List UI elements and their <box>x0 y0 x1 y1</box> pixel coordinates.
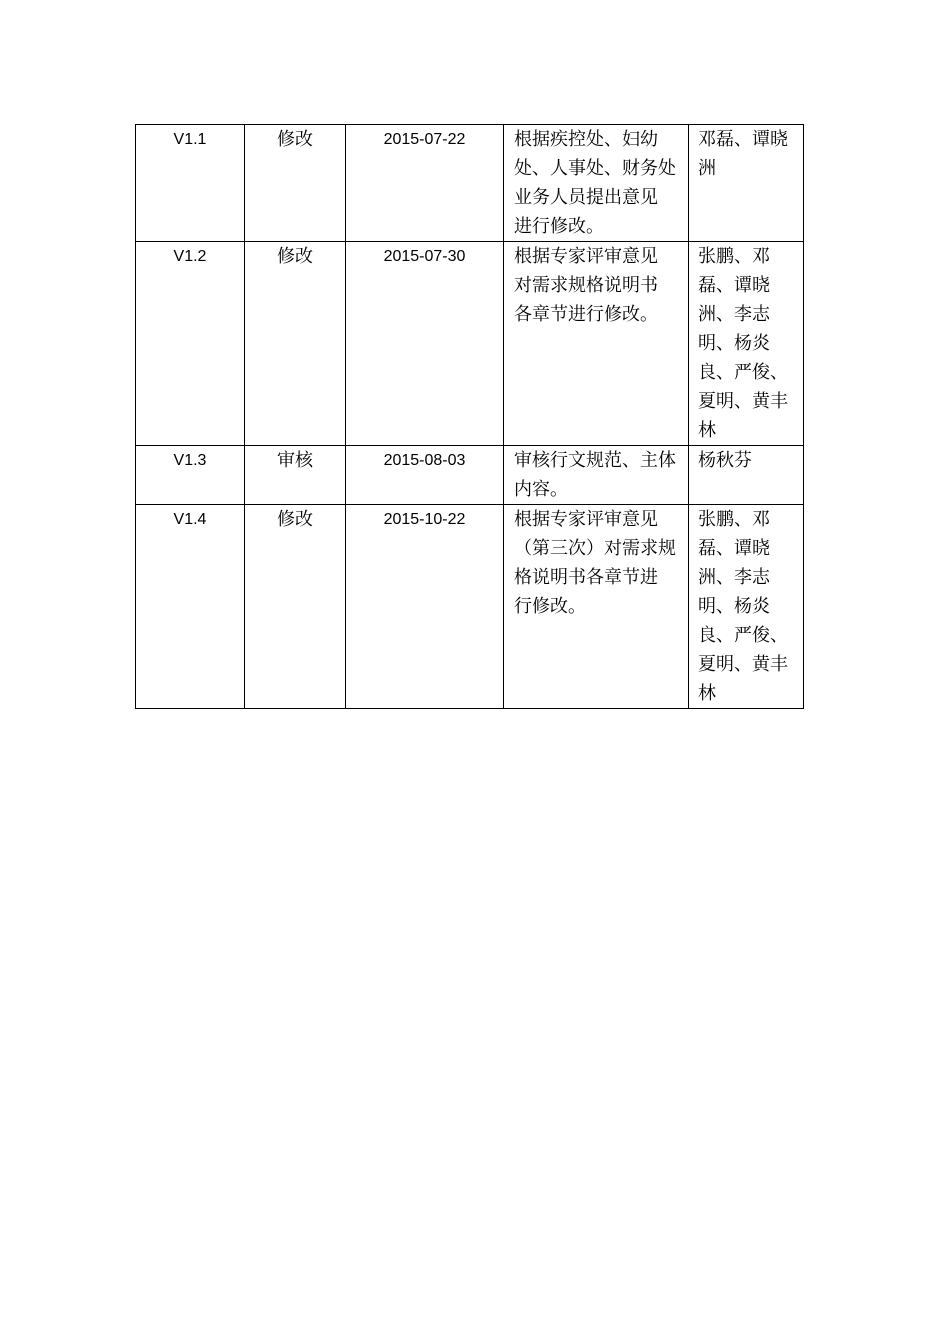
description-line: 对需求规格说明书 <box>514 275 658 296</box>
author-line: 明、杨炎 <box>698 596 770 617</box>
author-cell <box>689 242 804 446</box>
author-line: 张鹏、邓 <box>698 509 770 530</box>
author-line: 林 <box>698 683 716 704</box>
date-cell: 2015-07-30 <box>346 242 504 446</box>
version-cell: V1.4 <box>136 505 245 709</box>
date-cell: 2015-08-03 <box>346 446 504 505</box>
description-line: 行修改。 <box>514 596 586 617</box>
author-line: 杨秋芬 <box>698 450 752 471</box>
description-cell <box>504 125 689 242</box>
description-line: 进行修改。 <box>514 216 604 237</box>
author-line: 磊、谭晓 <box>698 275 770 296</box>
description-line: 处、人事处、财务处 <box>514 158 676 179</box>
version-cell: V1.3 <box>136 446 245 505</box>
description-line: （第三次）对需求规 <box>514 538 676 559</box>
author-cell <box>689 125 804 242</box>
author-line: 张鹏、邓 <box>698 246 770 267</box>
version-cell: V1.2 <box>136 242 245 446</box>
revision-history-table <box>135 124 804 709</box>
change-type-cell: 审核 <box>245 446 346 505</box>
table-row <box>136 505 804 709</box>
description-line: 审核行文规范、主体 <box>514 450 676 471</box>
author-line: 洲 <box>698 158 716 179</box>
version-cell: V1.1 <box>136 125 245 242</box>
change-type-cell: 修改 <box>245 125 346 242</box>
author-cell <box>689 446 804 505</box>
description-line: 内容。 <box>514 479 568 500</box>
author-cell <box>689 505 804 709</box>
description-line: 各章节进行修改。 <box>514 304 658 325</box>
table-row <box>136 242 804 446</box>
author-line: 邓磊、谭晓 <box>698 129 788 150</box>
description-line: 根据疾控处、妇幼 <box>514 129 658 150</box>
date-cell: 2015-07-22 <box>346 125 504 242</box>
description-line: 格说明书各章节进 <box>514 567 658 588</box>
description-cell <box>504 242 689 446</box>
author-line: 明、杨炎 <box>698 333 770 354</box>
description-line: 业务人员提出意见 <box>514 187 658 208</box>
author-line: 良、严俊、 <box>698 625 788 646</box>
description-line: 根据专家评审意见 <box>514 509 658 530</box>
table-row <box>136 446 804 505</box>
change-type-cell: 修改 <box>245 505 346 709</box>
author-line: 林 <box>698 420 716 441</box>
author-line: 洲、李志 <box>698 567 770 588</box>
description-line: 根据专家评审意见 <box>514 246 658 267</box>
author-line: 良、严俊、 <box>698 362 788 383</box>
author-line: 磊、谭晓 <box>698 538 770 559</box>
author-line: 洲、李志 <box>698 304 770 325</box>
date-cell: 2015-10-22 <box>346 505 504 709</box>
description-cell <box>504 446 689 505</box>
table-row <box>136 125 804 242</box>
description-cell <box>504 505 689 709</box>
change-type-cell: 修改 <box>245 242 346 446</box>
author-line: 夏明、黄丰 <box>698 654 788 675</box>
author-line: 夏明、黄丰 <box>698 391 788 412</box>
